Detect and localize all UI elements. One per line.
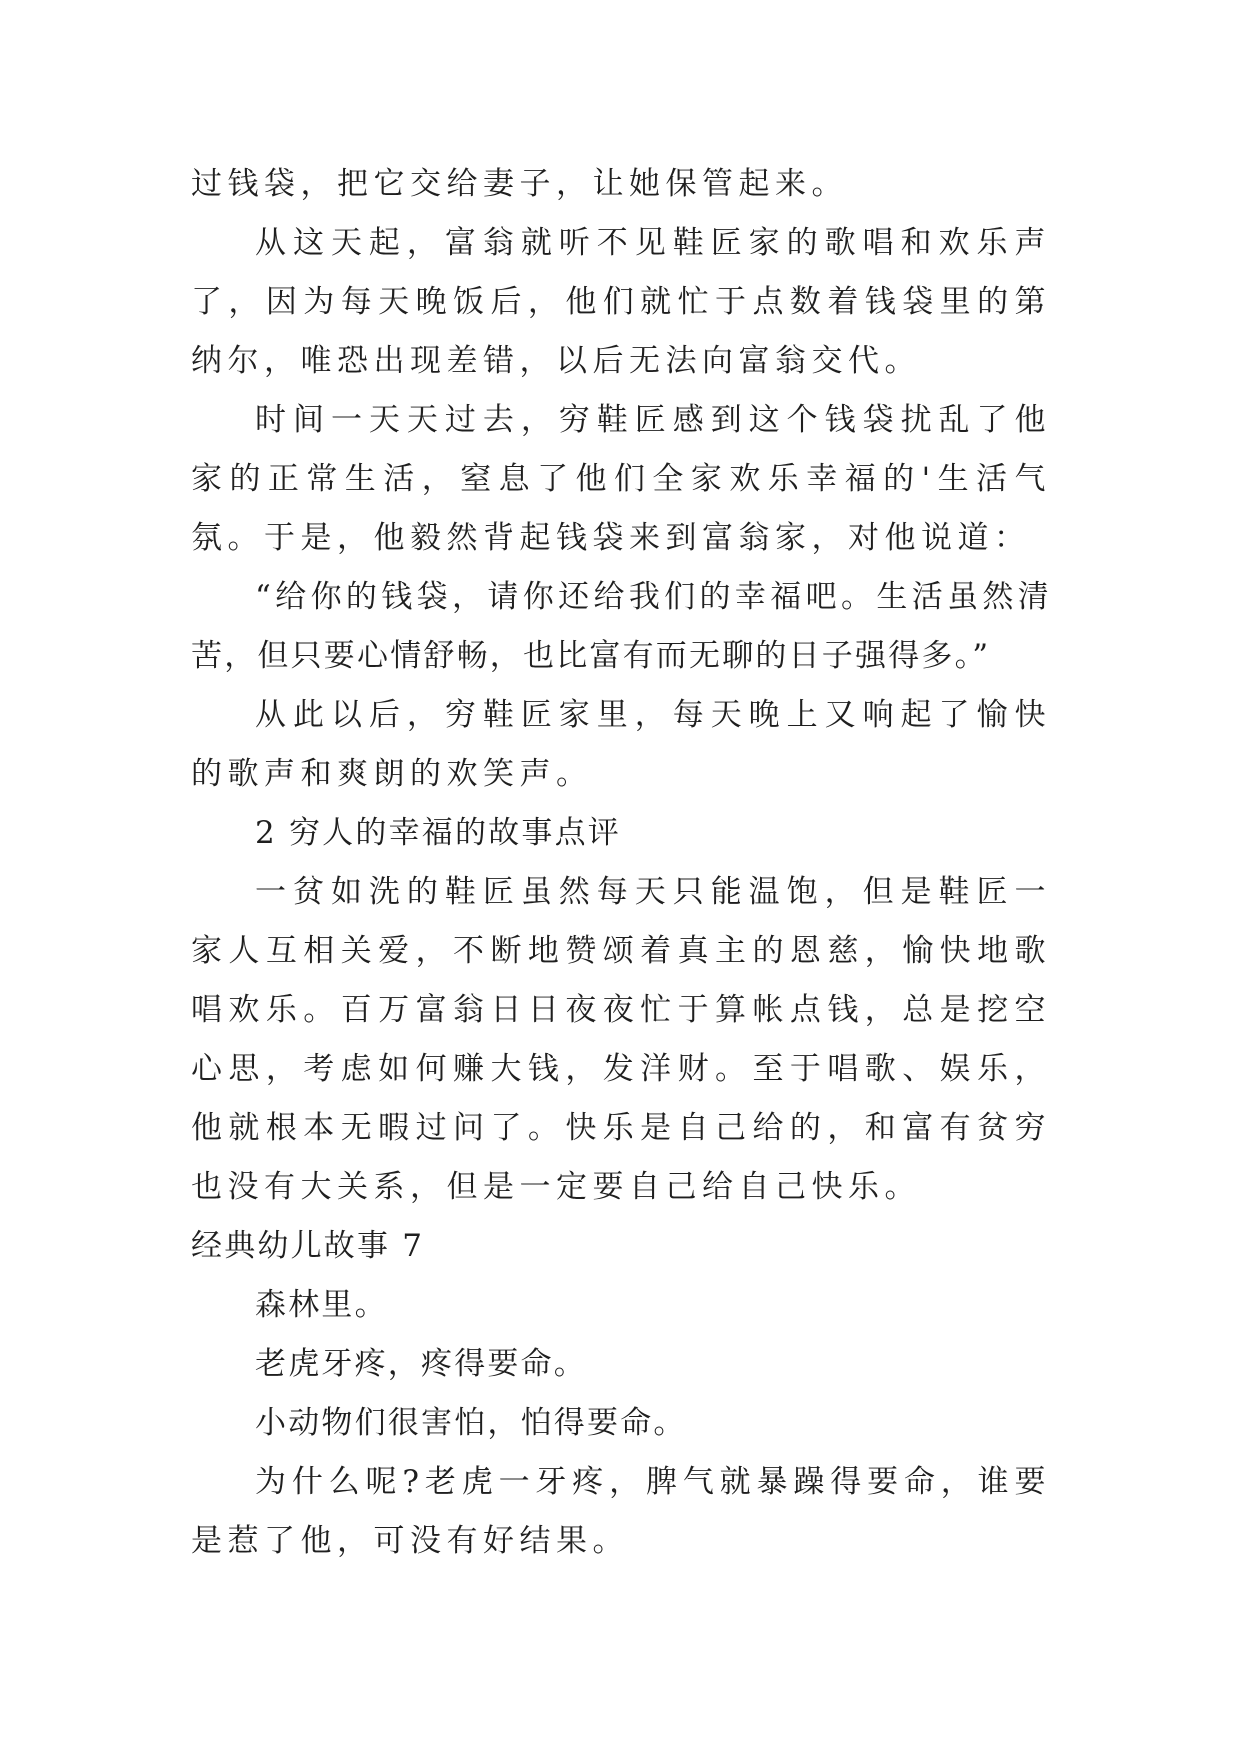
- story-title: 经典幼儿故事 7: [191, 1228, 425, 1264]
- paragraph: 老虎牙疼，疼得要命。: [255, 1346, 587, 1382]
- paragraph: 从此以后，穷鞋匠家里，每天晚上又响起了愉快的歌声和爽朗的欢笑声。: [191, 697, 1051, 792]
- paragraph: 时间一天天过去，穷鞋匠感到这个钱袋扰乱了他家的正常生活，窒息了他们全家欢乐幸福的'生活气氛。于是，他毅然背起钱袋来到富翁家，对他说道：: [191, 402, 1051, 556]
- paragraph-quote: “给你的钱袋，请你还给我们的幸福吧。生活虽然清苦，但只要心情舒畅，也比富有而无聊的日子强得多。”: [191, 579, 1051, 674]
- document-body: [191, 155, 1051, 1571]
- paragraph: 从这天起，富翁就听不见鞋匠家的歌唱和欢乐声了，因为每天晚饭后，他们就忙于点数着钱袋里的第纳尔，唯恐出现差错，以后无法向富翁交代。: [191, 225, 1051, 379]
- paragraph: 为什么呢?老虎一牙疼，脾气就暴躁得要命，谁要是惹了他，可没有好结果。: [191, 1464, 1051, 1559]
- paragraph: 森林里。: [255, 1287, 388, 1323]
- paragraph: 小动物们很害怕，怕得要命。: [255, 1405, 687, 1441]
- section-heading: 2 穷人的幸福的故事点评: [255, 815, 621, 851]
- paragraph: 过钱袋，把它交给妻子，让她保管起来。: [191, 166, 848, 202]
- paragraph: 一贫如洗的鞋匠虽然每天只能温饱，但是鞋匠一家人互相关爱，不断地赞颂着真主的恩慈，愉快地歌唱欢乐。百万富翁日日夜夜忙于算帐点钱，总是挖空心思，考虑如何赚大钱，发洋财。至于唱歌、娱乐，他就根本无暇过问了。快乐是自己给的，和富有贫穷也没有大关系，但是一定要自己给自己快乐。: [191, 874, 1051, 1205]
